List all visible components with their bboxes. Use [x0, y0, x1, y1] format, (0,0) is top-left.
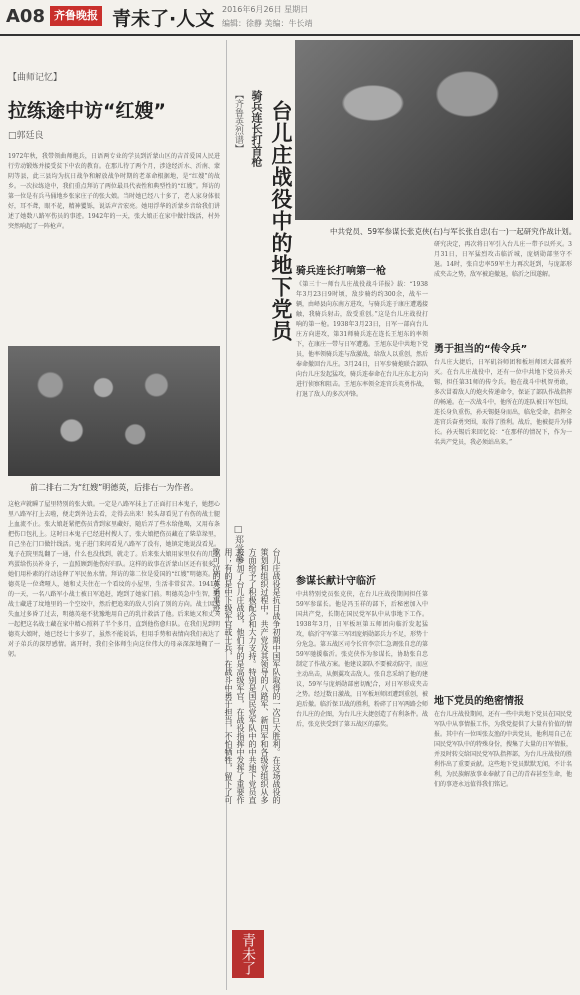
subheading-messenger: 勇于担当的“传令兵” — [434, 344, 528, 355]
middle-article-title: 台儿庄战役中的地下党员 — [269, 100, 293, 342]
left-article-body-2: 这枪声就瞬了屋里特别的张大娘。一定是八路军抹上了正面打日本鬼子，她想心里八路军打上去啦，便走到外边去看，走得去出来！转头却看见了有伤的战士腿上血流不止。张大娘赶紧把伤员背到家里藏好，随后弄了些水给他喝，又用布条把伤口包扎上。这时日本鬼子已经进村搜人了，张大娘把伤员藏在了柴草垛里，自己坐在门口做针线活。鬼子进门来问看见八路军了没有，她镇定地说没看见。鬼子在院里乱翻了一通，什么也没找到，就走了。后来张大娘用家里仅有的几个鸡蛋给伤员补身子，一直照顾到他伤好归队。这样的故事在沂蒙山区还有很多，她们用朴素的行动诠释了军民鱼水情。拜访的第二位是爱国的“红嫂”明德英。明德英是一位聋哑人，她和丈夫住在一个看坟的小屋里，生活非常贫苦。1941年的一天，一名八路军小战士被日军追赶，跑到了她家门前。明德英急中生智，把战士藏进了坟地里的一个空坟中，然后把追来的敌人引向了别的方向。战士因为失血过多昏了过去，明德英毫不犹豫地用自己的乳汁救活了他。后来她又和丈夫一起把这名战士藏在家中精心照料了半个多月，直到他伤愈归队。在我们见到明德英大娘时，她已经七十多岁了，虽然不能说话，但用手势和表情向我们表达了对子弟兵的深厚感情。离开时，我们全体师生向这位伟大的母亲深深地鞠了一躬。 — [8, 501, 220, 658]
headline-block — [232, 90, 292, 510]
right-article-body-2b: 在台儿庄战役期间，还有一些中共地下党员在国民党军队中从事情报工作，为我党提供了大量有价值的情报。其中有一位叫张友渔的中共党员，他利用自己在国民党军队中的特殊身份，搜集了大量的日军情报，并及时转交给国民党军队指挥部，为台儿庄战役的胜利作出了重要贡献。这些地下党员默默无闻，不计名利，为民族解放事业奉献了自己的青春甚至生命，他们的事迹永远值得我们铭记。 — [434, 711, 573, 788]
subheading-intelligence: 地下党员的绝密情报 — [434, 696, 524, 707]
editor-credits: 编辑：徐静 美编：牛长靖 — [222, 19, 313, 28]
page-number: A08 — [6, 6, 45, 27]
section-seal-stamp: 青未了 — [232, 930, 264, 978]
left-article-body-1: 1972年秋，我带领曲师炮兵，日语两专业的学员到沂蒙山区的吉首爱国人民进行劳动锻炼并接受贫下中农的教育。在那儿待了两个月，涉途经沂水、沂南、蒙阴等县，此三县均为抗日战争和解放战争时期的老革命根据地，是“红嫂”的故乡。一次拉练途中，我们重点拜访了两位最具代表性和典型性的“红嫂”。拜访的第一位是有兵马俑地乡张家庄子的张大娘。当时她已经八十多了，老人家身体很好，耳不聋，眼不花，精神矍铄，说话声音宏亮。她用浮华的沂蒙乡音给我们讲述了她数八路军伤员的事迹。1942年的一天，张大娘正在家中做针线活，村外突然响起了一阵枪声。 — [8, 153, 220, 230]
left-article-title: 拉练途中访“红嫂” — [8, 100, 166, 122]
left-article-tag: 【曲师记忆】 — [8, 73, 63, 83]
historical-photo-caption: 中共党员、59军参谋长张克侠(右)与军长张自忠(右一)一起研究作战计划。 — [330, 227, 577, 236]
group-photo-caption: 前二排右二为“红嫂”明德英，后排右一为作者。 — [30, 483, 199, 492]
page-header — [0, 0, 580, 36]
group-photo — [8, 346, 220, 476]
middle-article-subtitle: 骑兵连长打首枪 — [250, 90, 263, 167]
article-summary: 台儿庄战役是抗日战争初期中国军队取得的一次巨大胜利。在这场战役的策划和组织过程中，共产党及其领导的八路军、新四军和各级党组织从多方面给予了积极配合和大力支持。特别是国民党军队中的中共地下党员直接参加了台儿庄战役，他们有的是高级军官，在战役指挥中发挥了重要作用；有的是中下级军官或士兵，在战斗中勇于担当，不怕牺牲，留下了可歌可泣的英勇事迹。 — [212, 548, 281, 804]
issue-date: 2016年6月26日 星期日 — [222, 5, 309, 14]
left-article-author: □郭廷良 — [8, 131, 44, 141]
right-article-body-1a: 《第三十一师台儿庄战役战斗详报》载：“1938年3月23日9时顷，敌步骑约约300余，战车一辆，由峄县向东南方进攻，与骑兵连于康庄遭遇接触，我骑兵射击，敌受重创。”这是台儿庄战役打响的第一枪。1938年3月23日，日军一部向台儿庄方向进攻，第31师骑兵连在连长王旭东的率领下，在康庄一带与日军遭遇。王旭东是中共地下党员，他率领骑兵连与敌激战，给敌人以重创，然后奉命撤回台儿庄。3月24日，日军步骑炮联合部队向台儿庄发起猛攻，骑兵连奉命在台儿庄东北方向进行侦察和阻击。王旭东率领全连官兵英勇作战，打退了敌人的多次冲锋。 — [296, 281, 429, 398]
subheading-linyi: 参谋长献计守临沂 — [296, 576, 376, 587]
column-divider — [226, 40, 227, 990]
right-article-body-2a: 台儿庄大捷后，日军矶谷师团和板垣师团大部被歼灭。在台儿庄战役中，还有一位中共地下党员孙天锡，担任第31师的传令兵。他在战斗中机智勇敢，多次冒着敌人的炮火传递命令，保证了部队作战指挥的畅通。在一次战斗中，他所在的连队被日军包围，连长身负重伤，孙天锡挺身而出，临危受命，指挥全连官兵奋勇突围，取得了胜利。战后，他被提升为排长。孙天锡后来回忆说：“在那样的情况下，作为一名共产党员，我必须站出来。” — [434, 359, 573, 446]
right-article-body-1b: 中共特别党员张克侠，在台儿庄战役期间担任第59军参谋长。他是冯玉祥的部下，后秘密加入中国共产党，长期在国民党军队中从事地下工作。1938年3月，日军板垣第五师团向临沂发起猛攻，临沂守军第三军团庞炳勋部兵力不足，形势十分危急。第五战区司令长官李宗仁急调张自忠的第59军驰援临沂。张克侠作为参谋长，协助张自忠制定了作战方案。他建议部队不要被动防守，而应主动出击，从侧翼攻击敌人。张自忠采纳了他的建议，59军与庞炳勋部密切配合，对日军形成夹击之势。经过数日激战，日军板垣师团遭到重创，被迫后撤。临沂保卫战的胜利，粉碎了日军两路会师台儿庄的企图，为台儿庄大捷创造了有利条件。战后，张克侠受到了第五战区的嘉奖。 — [296, 591, 429, 728]
middle-article-author: □郑学富 — [233, 525, 243, 562]
right-article-body-2-top: 研究决定，再次将日军引入台儿庄一带予以歼灭。3月31日，日军猛烈攻击临沂城，庞炳勋部坚守不退。14时，张自忠率59军主力再次赶到，与庞部形成夹击之势，敌军被迫撤退，临沂之围遂解。 — [434, 241, 572, 278]
subheading-cavalry: 骑兵连长打响第一枪 — [296, 266, 386, 277]
newspaper-logo: 齐鲁晚报 — [50, 6, 102, 26]
middle-article-tag: 【齐鲁英烈谱】 — [233, 90, 243, 153]
historical-photo — [295, 40, 573, 220]
section-title: 青未了·人文 — [112, 8, 215, 30]
